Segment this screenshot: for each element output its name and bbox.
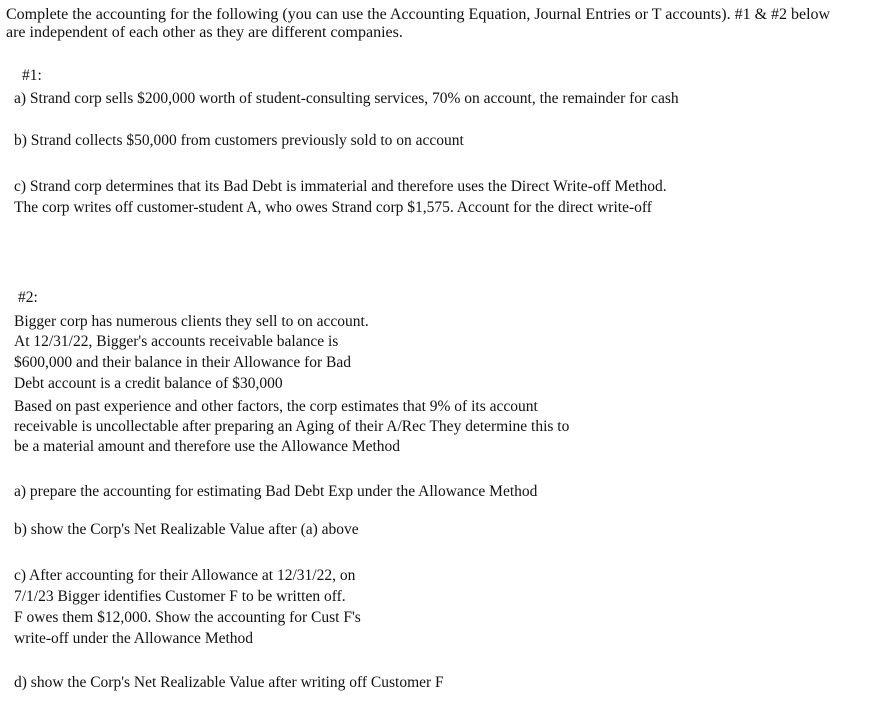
problem-2-part-d: d) show the Corp's Net Realizable Value after writing off Customer F: [14, 674, 444, 691]
problem-2-heading: #2:: [18, 289, 38, 306]
problem-2-estimate-line-2: receivable is uncollectable after preparing an Aging of their A/Rec They determine this to: [14, 418, 570, 435]
problem-2-part-b: b) show the Corp's Net Realizable Value after (a) above: [14, 521, 359, 538]
instructions-line-1: Complete the accounting for the following (you can use the Accounting Equation, Journal Entries or T accounts). #1 & #2 below: [6, 6, 831, 23]
instructions-line-2: are independent of each other as they are different companies.: [6, 24, 403, 41]
problem-1-part-c-line-2: The corp writes off customer-student A, who owes Strand corp $1,575. Account for the direct write-off: [14, 199, 652, 216]
problem-2-estimate-line-1: Based on past experience and other factors, the corp estimates that 9% of its account: [14, 398, 538, 415]
problem-1-part-a: a) Strand corp sells $200,000 worth of student-consulting services, 70% on account, the remainder for cash: [14, 90, 679, 107]
problem-1-heading: #1:: [22, 67, 42, 84]
problem-2-part-c-line-3: F owes them $12,000. Show the accounting for Cust F's: [14, 609, 361, 626]
problem-2-part-c-line-4: write-off under the Allowance Method: [14, 630, 254, 647]
problem-2-estimate-line-3: be a material amount and therefore use the Allowance Method: [14, 438, 401, 455]
problem-2-part-c-line-1: c) After accounting for their Allowance at 12/31/22, on: [14, 567, 356, 584]
problem-2-part-c-line-2: 7/1/23 Bigger identifies Customer F to be written off.: [14, 588, 346, 605]
problem-1-part-b: b) Strand collects $50,000 from customers previously sold to on account: [14, 132, 464, 149]
problem-2-part-a: a) prepare the accounting for estimating Bad Debt Exp under the Allowance Method: [14, 483, 538, 500]
problem-2-description-line-3: $600,000 and their balance in their Allowance for Bad: [14, 354, 352, 371]
problem-1-part-c-line-1: c) Strand corp determines that its Bad Debt is immaterial and therefore uses the Direct Write-off Method.: [14, 178, 667, 195]
problem-2-description-line-4: Debt account is a credit balance of $30,000: [14, 375, 283, 392]
problem-2-description-line-2: At 12/31/22, Bigger's accounts receivable balance is: [14, 333, 339, 350]
problem-2-description-line-1: Bigger corp has numerous clients they sell to on account.: [14, 313, 369, 330]
